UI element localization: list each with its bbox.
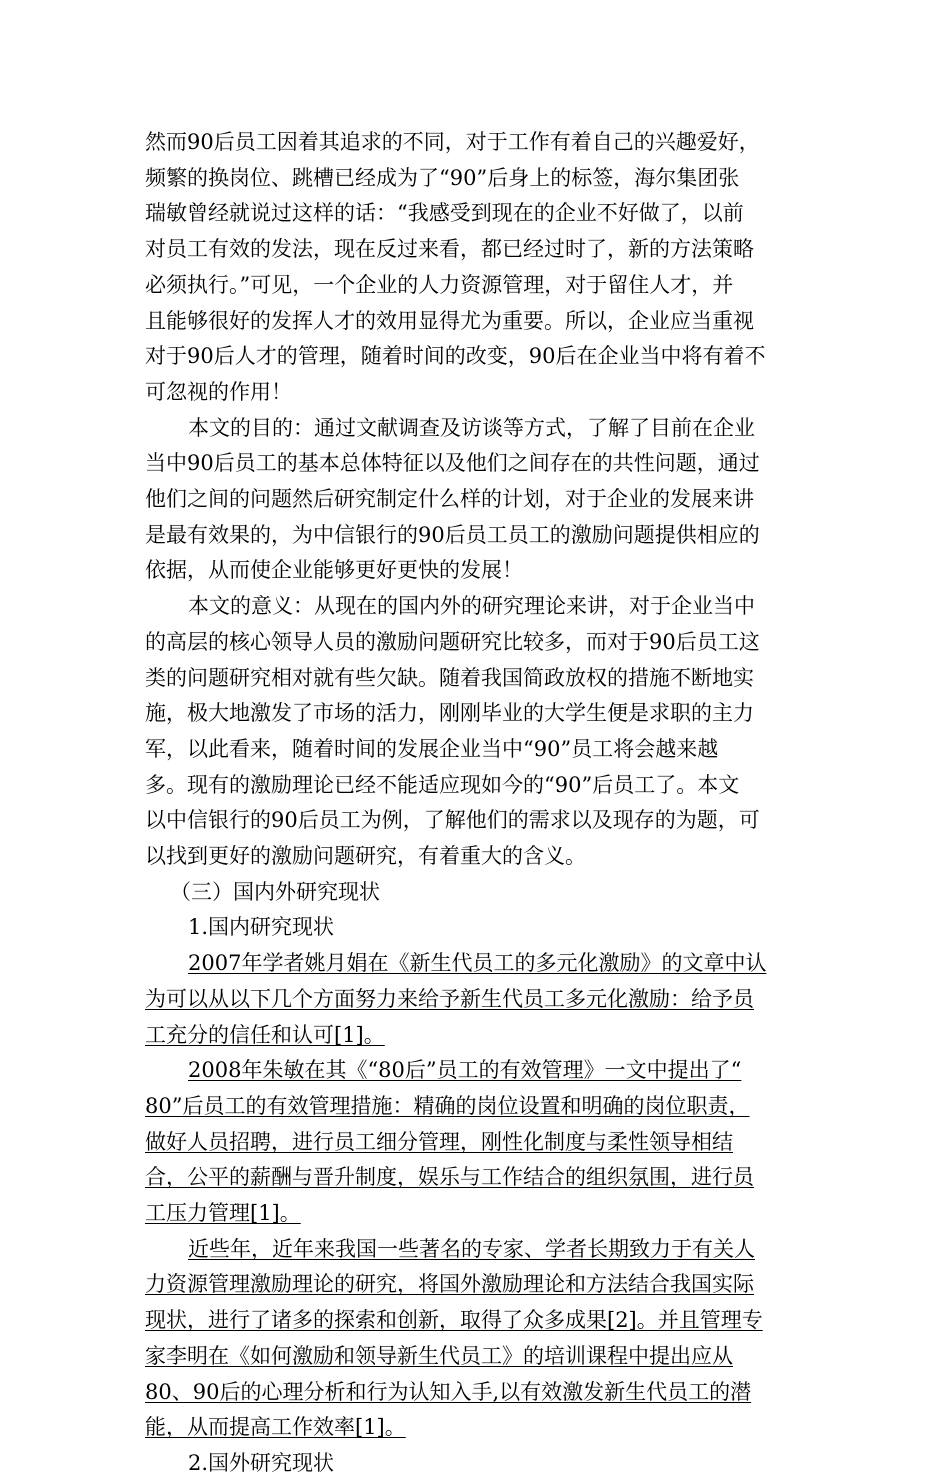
text-line-content: 合，公平的薪酬与晋升制度，娱乐与工作结合的组织氛围，进行员 — [145, 1165, 754, 1190]
text-line-content: 1.国内研究现状 — [188, 915, 335, 940]
text-line-content: 2008年朱敏在其《“80后”员工的有效管理》一文中提出了“ — [188, 1058, 742, 1083]
text-line — [145, 268, 825, 302]
text-line-content: 工压力管理[1]。 — [145, 1201, 301, 1225]
text-line-content: 2007年学者姚月娟在《新生代员工的多元化激励》的文章中认 — [188, 951, 767, 976]
underlined-text-line — [145, 1089, 825, 1123]
text-line-content: 本文的目的：通过文献调查及访谈等方式，了解了目前在企业 — [188, 415, 755, 440]
text-line-content: 能，从而提高工作效率[1]。 — [145, 1415, 406, 1440]
text-line-content: 瑞敏曾经就说过这样的话：“我感受到现在的企业不好做了，以前 — [145, 201, 744, 226]
text-line-content: 多。现有的激励理论已经不能适应现如今的“90”后员工了。本文 — [145, 772, 740, 797]
text-line — [145, 553, 825, 587]
text-line-content: 类的问题研究相对就有些欠缺。随着我国简政放权的措施不断地实 — [145, 665, 754, 690]
underlined-text-line — [188, 1232, 868, 1266]
text-line — [145, 839, 825, 873]
underlined-text-line — [145, 1125, 825, 1159]
text-line — [145, 625, 825, 659]
text-line — [170, 875, 850, 909]
text-line — [188, 1446, 868, 1480]
text-line — [145, 339, 825, 373]
text-line — [145, 661, 825, 695]
underlined-text-line — [145, 1410, 825, 1444]
text-line — [145, 232, 825, 266]
text-line — [145, 375, 825, 409]
text-line-content: 现状，进行了诸多的探索和创新，取得了众多成果[2]。并且管理专 — [145, 1308, 763, 1333]
text-line-content: 本文的意义：从现在的国内外的研究理论来讲，对于企业当中 — [188, 594, 755, 619]
text-line-content: 军，以此看来，随着时间的发展企业当中“90”员工将会越来越 — [145, 736, 719, 761]
text-line-content: 工充分的信任和认可[1]。 — [145, 1022, 385, 1047]
text-line — [145, 768, 825, 802]
text-line-content: 可忽视的作用！ — [145, 379, 292, 404]
underlined-text-line — [188, 1053, 868, 1087]
text-line-content: 做好人员招聘，进行员工细分管理，刚性化制度与柔性领导相结 — [145, 1129, 733, 1154]
text-line — [145, 696, 825, 730]
text-line-content: 然而90后员工因着其追求的不同，对于工作有着自己的兴趣爱好， — [145, 130, 760, 154]
text-line — [145, 196, 825, 230]
text-line-content: 80”后员工的有效管理措施：精确的岗位设置和明确的岗位职责， — [145, 1093, 750, 1118]
text-line-content: 力资源管理激励理论的研究，将国外激励理论和方法结合我国实际 — [145, 1272, 754, 1297]
text-line — [188, 910, 868, 944]
underlined-text-line — [145, 1160, 825, 1194]
text-line-content: 80、90后的心理分析和行为认知入手,以有效激发新生代员工的潜 — [145, 1379, 752, 1404]
text-line-content: 频繁的换岗位、跳槽已经成为了“90”后身上的标签，海尔集团张 — [145, 165, 740, 190]
text-line — [145, 125, 825, 159]
text-line-content: 他们之间的问题然后研究制定什么样的计划，对于企业的发展来讲 — [145, 487, 754, 511]
text-line-content: 2.国外研究现状 — [188, 1450, 335, 1475]
text-line-content: 以中信银行的90后员工为例，了解他们的需求以及现存的为题，可 — [145, 808, 760, 833]
text-line-content: 是最有效果的，为中信银行的90后员工员工的激励问题提供相应的 — [145, 522, 760, 547]
underlined-text-line — [188, 946, 868, 980]
text-line — [145, 732, 825, 766]
text-line-content: 为可以从以下几个方面努力来给予新生代员工多元化激励：给予员 — [145, 986, 754, 1011]
text-line — [188, 589, 868, 623]
text-line-content: 家李明在《如何激励和领导新生代员工》的培训课程中提出应从 — [145, 1343, 733, 1368]
text-line-content: 必须执行。”可见，一个企业的人力资源管理，对于留住人才，并 — [145, 272, 734, 297]
underlined-text-line — [145, 1303, 825, 1337]
text-line-content: 的高层的核心领导人员的激励问题研究比较多，而对于90后员工这 — [145, 629, 760, 654]
text-line — [145, 446, 825, 480]
text-line — [145, 304, 825, 338]
text-line — [145, 518, 825, 552]
underlined-text-line — [145, 1375, 825, 1409]
text-line-content: 对于90后人才的管理，随着时间的改变，90后在企业当中将有着不 — [145, 344, 766, 369]
text-line-content: 依据，从而使企业能够更好更快的发展！ — [145, 558, 523, 583]
text-line — [145, 803, 825, 837]
text-line-content: 以找到更好的激励问题研究，有着重大的含义。 — [145, 844, 586, 868]
underlined-text-line — [145, 1018, 825, 1052]
underlined-text-line — [145, 982, 825, 1016]
text-line-content: 当中90后员工的基本总体特征以及他们之间存在的共性问题，通过 — [145, 451, 760, 476]
underlined-text-line — [145, 1196, 825, 1230]
text-line-content: 对员工有效的发法，现在反过来看，都已经过时了，新的方法策略 — [145, 237, 754, 262]
text-line — [145, 482, 825, 516]
text-line-content: 近些年，近年来我国一些著名的专家、学者长期致力于有关人 — [188, 1236, 755, 1261]
text-line — [145, 161, 825, 195]
underlined-text-line — [145, 1267, 825, 1301]
text-line-content: （三）国内外研究现状 — [170, 879, 380, 904]
text-line-content: 且能够很好的发挥人才的效用显得尤为重要。所以，企业应当重视 — [145, 308, 754, 333]
text-line-content: 施，极大地激发了市场的活力，刚刚毕业的大学生便是求职的主力 — [145, 701, 754, 726]
text-line — [188, 411, 868, 445]
